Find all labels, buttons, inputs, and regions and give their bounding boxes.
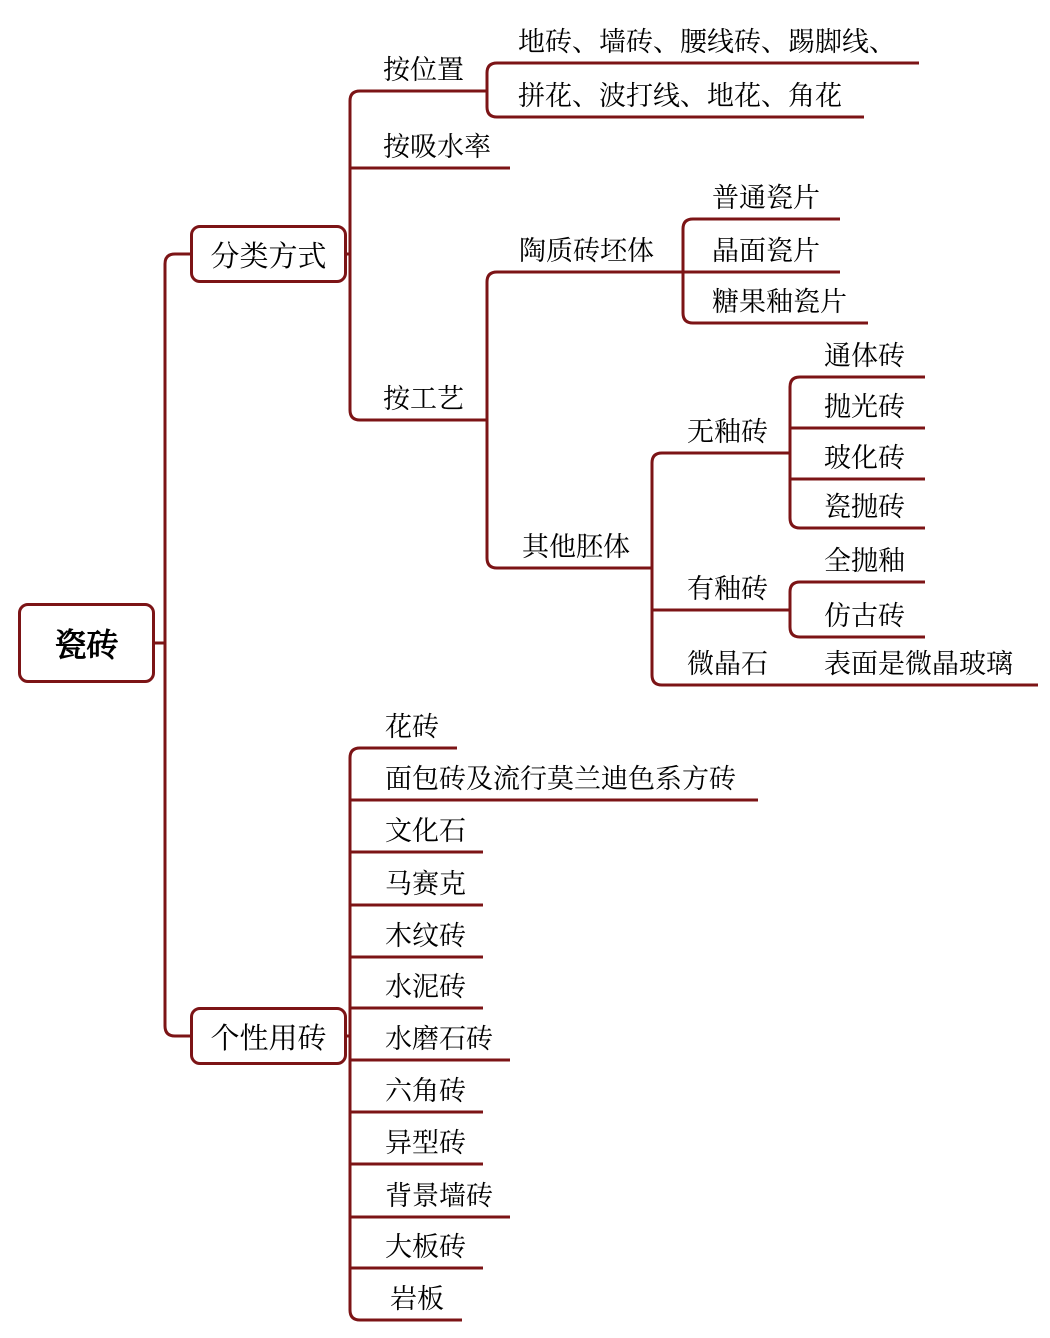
node-microcrystal-note[interactable]: 表面是微晶玻璃 <box>824 649 1013 679</box>
node-polished-tile[interactable]: 抛光砖 <box>824 392 905 422</box>
node-by-craft[interactable]: 按工艺 <box>383 384 464 414</box>
node-personal-item-rock-slab[interactable]: 岩板 <box>390 1284 444 1314</box>
node-personal-item-terrazzo[interactable]: 水磨石砖 <box>385 1024 493 1054</box>
node-root[interactable] <box>18 603 155 683</box>
node-porcelain-polished-tile[interactable]: 瓷抛砖 <box>824 492 905 522</box>
node-full-polished-glaze[interactable]: 全抛釉 <box>824 546 905 576</box>
node-classification-label: 分类方式 <box>210 240 327 273</box>
node-glazed[interactable]: 有釉砖 <box>687 574 768 604</box>
node-personal-item-shaped-tile[interactable]: 异型砖 <box>385 1128 466 1158</box>
node-personal-item-hexagon[interactable]: 六角砖 <box>385 1076 466 1106</box>
node-by-position[interactable]: 按位置 <box>383 55 464 85</box>
node-antique-tile[interactable]: 仿古砖 <box>824 601 905 631</box>
node-personal-item-wood-grain[interactable]: 木纹砖 <box>385 921 466 951</box>
node-vitrified-tile[interactable]: 玻化砖 <box>824 443 905 473</box>
node-root-label: 瓷砖 <box>54 627 119 663</box>
node-crystal-face-tile[interactable]: 晶面瓷片 <box>712 236 820 266</box>
node-position-items-line1[interactable]: 地砖、墙砖、腰线砖、踢脚线、 <box>518 27 896 57</box>
node-full-body-tile[interactable]: 通体砖 <box>824 341 905 371</box>
node-position-items-line2[interactable]: 拼花、波打线、地花、角花 <box>518 81 842 111</box>
connector-root-trunk <box>165 254 190 1036</box>
node-unglazed[interactable]: 无釉砖 <box>687 417 768 447</box>
node-personal-item-cement-tile[interactable]: 水泥砖 <box>385 972 466 1002</box>
node-personal-item-large-slab[interactable]: 大板砖 <box>385 1232 466 1262</box>
node-classification[interactable] <box>190 225 347 283</box>
node-personal[interactable] <box>190 1007 347 1065</box>
node-other-body[interactable]: 其他胚体 <box>522 532 630 562</box>
node-personal-item-flower-tile[interactable]: 花砖 <box>385 712 439 742</box>
node-personal-item-feature-wall[interactable]: 背景墙砖 <box>385 1181 493 1211</box>
node-by-absorption[interactable]: 按吸水率 <box>383 132 491 162</box>
connector-craft-bracket <box>487 272 683 568</box>
node-ordinary-tile[interactable]: 普通瓷片 <box>712 183 820 213</box>
node-personal-item-mosaic[interactable]: 马赛克 <box>385 869 466 899</box>
node-microcrystal[interactable]: 微晶石 <box>687 649 768 679</box>
node-personal-label: 个性用砖 <box>210 1022 327 1055</box>
node-ceramic-body[interactable]: 陶质砖坯体 <box>519 236 654 266</box>
node-personal-item-bread-tile[interactable]: 面包砖及流行莫兰迪色系方砖 <box>385 764 736 794</box>
node-candy-glaze-tile[interactable]: 糖果釉瓷片 <box>712 287 847 317</box>
node-personal-item-culture-stone[interactable]: 文化石 <box>385 816 466 846</box>
